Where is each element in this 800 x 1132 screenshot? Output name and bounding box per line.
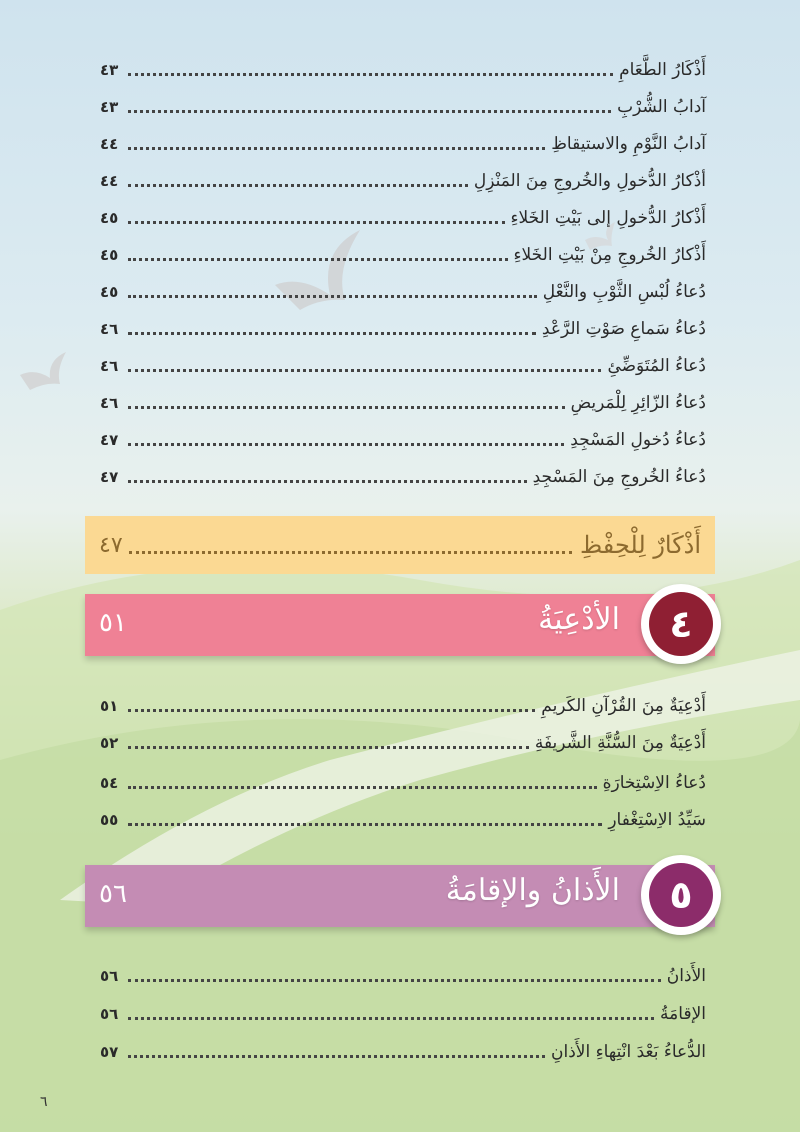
leader-dots (128, 822, 602, 826)
toc-item-page: ٤٤ (100, 172, 119, 190)
toc-item[interactable] (100, 996, 706, 1026)
toc-item-title: دُعاءُ الاِسْتِخارَةِ (602, 773, 706, 793)
chapter-4-header[interactable] (85, 594, 715, 656)
leader-dots (128, 479, 527, 483)
leader-dots (128, 708, 535, 712)
toc-item-page: ٤٥ (100, 283, 119, 301)
toc-item[interactable] (100, 765, 706, 795)
toc-item[interactable] (100, 422, 706, 452)
toc-item-page: ٥٥ (100, 811, 119, 829)
leader-dots (129, 550, 572, 554)
toc-item-title: الإقامَةُ (660, 1004, 706, 1024)
page-number: ٦ (40, 1094, 48, 1110)
memorize-banner-page: ٤٧ (99, 532, 123, 558)
toc-item-page: ٥٤ (100, 774, 119, 792)
chapter-title: الأدْعِيَةُ (538, 602, 620, 637)
chapter-number: ٤ (649, 592, 713, 656)
toc-item[interactable] (100, 802, 706, 832)
toc-item-title: أَدْعِيَةٌ مِنَ السُّنَّةِ الشَّريفَةِ (534, 733, 706, 753)
leader-dots (128, 368, 601, 372)
toc-item-page: ٥٦ (100, 967, 119, 985)
toc-item-title: أَذْكارُ الدُّخولِ إلى بَيْتِ الخَلاءِ (510, 208, 706, 228)
toc-item-title: أذْكارُ الدُّخولِ والخُروجِ مِنَ المَنْزِلِ (473, 171, 706, 191)
toc-item-page: ٤٧ (100, 468, 119, 486)
toc-item-page: ٥٧ (100, 1043, 119, 1061)
toc-item[interactable] (100, 274, 706, 304)
leader-dots (128, 257, 508, 261)
leader-dots (128, 72, 613, 76)
toc-item[interactable] (100, 52, 706, 82)
toc-item[interactable] (100, 311, 706, 341)
leader-dots (128, 1016, 654, 1020)
toc-item-title: دُعاءُ لُبْسِ الثَّوْبِ والنَّعْلِ (542, 282, 706, 302)
toc-item[interactable] (100, 200, 706, 230)
toc-item[interactable] (100, 688, 706, 718)
memorize-banner-title: أَذْكَارٌ لِلْحِفْظِ (580, 531, 701, 559)
toc-item-title: آدابُ الشُّرْبِ (617, 97, 706, 117)
toc-item-page: ٤٥ (100, 209, 119, 227)
toc-item-title: دُعاءُ دُخولِ المَسْجِدِ (570, 430, 706, 450)
toc-item-page: ٤٣ (100, 61, 119, 79)
toc-item-page: ٤٧ (100, 431, 119, 449)
toc-item-page: ٤٣ (100, 98, 119, 116)
toc-item[interactable] (100, 163, 706, 193)
chapter-page: ٥٦ (99, 879, 127, 909)
chapter-5-header[interactable] (85, 865, 715, 927)
toc-item[interactable] (100, 1034, 706, 1064)
toc-item[interactable] (100, 385, 706, 415)
chapter-number-badge (641, 855, 721, 935)
toc-item-page: ٤٦ (100, 394, 119, 412)
leader-dots (128, 331, 536, 335)
leader-dots (128, 183, 468, 187)
toc-item-title: دُعاءُ الزّائِرِ لِلْمَريضِ (570, 393, 706, 413)
leader-dots (128, 220, 505, 224)
leader-dots (128, 1054, 545, 1058)
leader-dots (128, 442, 564, 446)
toc-item[interactable] (100, 89, 706, 119)
chapter-number: ٥ (649, 863, 713, 927)
toc-item-page: ٥١ (100, 697, 119, 715)
toc-item-title: سَيِّدُ الاِسْتِغْفارِ (608, 810, 706, 830)
toc-item-title: أَذْكَارُ الطَّعَامِ (619, 60, 706, 80)
leader-dots (128, 978, 661, 982)
toc-item-title: دُعاءُ سَماعِ صَوْتِ الرَّعْدِ (541, 319, 706, 339)
leader-dots (128, 405, 565, 409)
toc-item[interactable] (100, 958, 706, 988)
leader-dots (128, 109, 611, 113)
toc-item-title: أَذْكارُ الخُروجِ مِنْ بَيْتِ الخَلاءِ (513, 245, 706, 265)
toc-item-title: آدابُ النَّوْمِ والاستيقاظِ (551, 134, 706, 154)
toc-item-title: الدُّعاءُ بَعْدَ انْتِهاءِ الأَذانِ (550, 1042, 706, 1062)
chapter-number-badge (641, 584, 721, 664)
leader-dots (128, 785, 597, 789)
toc-item[interactable] (100, 348, 706, 378)
chapter-page: ٥١ (99, 608, 127, 638)
leader-dots (128, 745, 529, 749)
toc-item[interactable] (100, 237, 706, 267)
leader-dots (128, 146, 545, 150)
toc-item-title: الأَذانُ (666, 966, 706, 986)
toc-item-title: أَدْعِيَةٌ مِنَ القُرْآنِ الكَريمِ (541, 696, 706, 716)
memorize-banner[interactable] (85, 516, 715, 574)
toc-item-page: ٤٤ (100, 135, 119, 153)
leader-dots (128, 294, 537, 298)
chapter-title: الأَذانُ والإقامَةُ (445, 873, 620, 908)
toc-item[interactable] (100, 459, 706, 489)
toc-item-page: ٤٦ (100, 320, 119, 338)
toc-item-page: ٤٥ (100, 246, 119, 264)
toc-item-page: ٤٦ (100, 357, 119, 375)
toc-item[interactable] (100, 126, 706, 156)
toc-item-page: ٥٦ (100, 1005, 119, 1023)
toc-item-page: ٥٢ (100, 734, 119, 752)
toc-item-title: دُعاءُ المُتَوَضِّئِ (607, 356, 706, 376)
toc-item[interactable] (100, 725, 706, 755)
toc-item-title: دُعاءُ الخُروجِ مِنَ المَسْجِدِ (532, 467, 706, 487)
